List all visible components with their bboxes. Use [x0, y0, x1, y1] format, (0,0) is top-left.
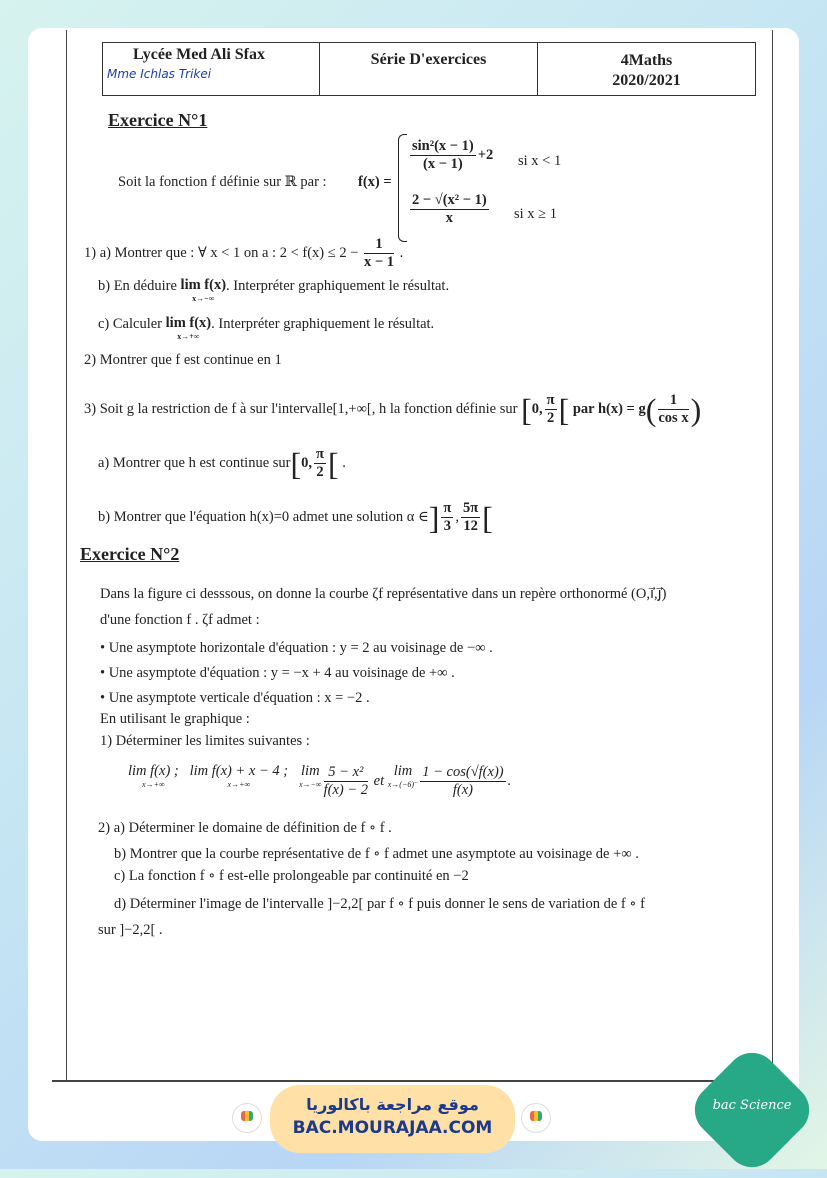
lim4-denominator: f(x) [452, 782, 473, 798]
badge-text: bac Science [712, 1098, 792, 1113]
header-title-cell [320, 43, 538, 95]
ex1-fx-label: f(x) = [358, 174, 392, 190]
lim3-numerator: 5 − x² [324, 764, 368, 782]
school-name: Lycée Med Ali Sfax [133, 46, 265, 63]
ex2-q2a: 2) a) Déterminer le domaine de définition de f ∘ f . [98, 820, 392, 836]
footer-site-url[interactable]: BAC.MOURAJAA.COM [292, 1118, 493, 1138]
ex2-line1: Dans la figure ci desssous, on donne la courbe ζf représentative dans un repère orthonormé (O,i⃗,j⃗) [100, 586, 667, 602]
q3-one: 1 [658, 392, 688, 410]
header-class-cell [538, 43, 755, 95]
q3-pre: 3) Soit g la restriction de f à sur l'intervalle [84, 400, 333, 417]
ex2-q2d: d) Déterminer l'image de l'intervalle ]−2,2[ par f ∘ f puis donner le sens de variation de f ∘ f [114, 896, 645, 912]
q1b-post: . Interpréter graphiquement le résultat. [226, 278, 450, 294]
ex2-q1: 1) Déterminer les limites suivantes : [100, 733, 310, 749]
q3-mid: , h la fonction définie sur [371, 400, 518, 417]
q1c-limit: lim f(x) [165, 315, 212, 331]
footer-arabic-text: موقع مراجعة باكالوريا [306, 1095, 479, 1114]
q3-interval: [1,+∞[ [332, 400, 372, 417]
ex2-bullet3: • Une asymptote verticale d'équation : x = −2 . [100, 690, 370, 706]
lim3: lim [301, 763, 320, 779]
q3a-zero: 0, [301, 454, 313, 471]
ex1-q1b [98, 278, 449, 306]
lim4-sub: x→(−6)⁻ [387, 780, 419, 789]
school-year: 2020/2021 [612, 72, 681, 89]
q3a-two: 2 [316, 464, 324, 480]
lim1-sub: x→+∞ [142, 780, 165, 789]
q1c-limit-sub: x→+∞ [177, 332, 200, 341]
q3b-text: b) Montrer que l'équation h(x)=0 admet une solution α ∈ [98, 508, 429, 525]
lim-et: et [373, 772, 385, 789]
q1c-pre: c) Calculer [98, 316, 163, 332]
site-logo-left-icon [232, 1103, 262, 1133]
header-table [102, 42, 756, 96]
q3b-5pi: 5π [462, 500, 479, 516]
piece2-condition: si x ≥ 1 [514, 206, 558, 222]
q3a-pi: π [316, 446, 324, 462]
ex1-q2: 2) Montrer que f est continue en 1 [84, 352, 282, 368]
ex1-q1c [98, 316, 434, 344]
lim2-sub: x→+∞ [227, 780, 251, 789]
ex1-intro: Soit la fonction f définie sur ℝ par : [118, 174, 327, 190]
q1a-text: 1) a) Montrer que : ∀ x < 1 on a : 2 < f(x) ≤ 2 − [84, 244, 359, 261]
q3a-text: a) Montrer que h est continue sur [98, 454, 291, 471]
series-title: Série D'exercices [370, 51, 487, 68]
piece1-numerator: sin²(x − 1) [412, 138, 474, 154]
ex1-q3a: a) Montrer que h est continue sur[0, $\frac{\pi}{2}$ [ . [98, 445, 346, 482]
header-school-cell [103, 43, 320, 95]
lim2: lim f(x) + x − 4 ; [189, 763, 289, 779]
ex1-q3: 3) Soit g la restriction de f à sur l'intervalle[1,+∞[, h la fonction définie sur [0, $\frac{\pi}{2}$ [ par h(x) = g( $\frac{1}{\text{cos x}}$ ) [84, 391, 702, 428]
q3-two: 2 [546, 410, 555, 426]
ex2-q2d-cont: sur ]−2,2[ . [98, 922, 163, 938]
ex1-q1a: 1) a) Montrer que : ∀ x < 1 on a : 2 < f(x) ≤ 2 − $\frac{1}{x - 1}$ . [84, 236, 404, 270]
lim4-numerator: 1 − cos(√f(x)) [422, 764, 504, 780]
lim4: lim [393, 763, 413, 779]
ex1-q3b: b) Montrer que l'équation h(x)=0 admet une solution α ∈] $\frac{\pi}{3}$ , $\frac{5\pi}{12}$ [ [98, 499, 493, 536]
piece2-denominator: x [445, 210, 453, 226]
piecewise-brace [398, 134, 407, 242]
lim3-sub: x→−∞ [298, 780, 322, 789]
ex2-line3: En utilisant le graphique : [100, 711, 250, 727]
lim1: lim f(x) ; [128, 763, 179, 779]
piece1-plus: +2 [477, 146, 494, 163]
exercise-2-title: Exercice N°2 [80, 544, 180, 564]
q1b-limit-sub: x→−∞ [192, 294, 215, 303]
q3b-three: 3 [443, 518, 451, 534]
ex2-bullet1: • Une asymptote horizontale d'équation : y = 2 au voisinage de −∞ . [100, 640, 493, 656]
q1b-pre: b) En déduire [98, 278, 177, 294]
class-name: 4Maths [620, 52, 673, 69]
q3-cos: cos x [658, 410, 689, 426]
q3-pi: π [546, 392, 555, 408]
ex2-bullet2: • Une asymptote d'équation : y = −x + 4 au voisinage de +∞ . [100, 665, 455, 681]
q1a-numerator: 1 [364, 236, 394, 254]
q1a-denominator: x − 1 [364, 254, 395, 270]
left-margin-line [66, 30, 67, 1082]
q3b-twelve: 12 [463, 518, 478, 534]
piece1-condition: si x < 1 [518, 153, 562, 169]
ex2-limits-row: lim f(x) ; x→+∞ lim f(x) + x − 4 ; x→+∞ lim x→−∞ $\frac{\text{5 − x²}}{f(x) - 2}$ et lim x→(−6)⁻ $\frac{1 - \cos(√f(x))}{f(x)}$ . [128, 763, 512, 798]
ex1-piece2 [408, 192, 491, 227]
q3-interval2-start: 0, [531, 400, 543, 417]
right-margin-line [772, 30, 773, 1082]
site-footer-banner[interactable] [270, 1085, 515, 1153]
ex2-q2b: b) Montrer que la courbe représentative de f ∘ f admet une asymptote au voisinage de +∞ . [114, 846, 639, 862]
piece1-denominator: (x − 1) [423, 156, 463, 172]
teacher-name: Mme Ichlas Trikei [107, 67, 212, 81]
exercise-1-title: Exercice N°1 [108, 110, 208, 130]
q1b-limit: lim f(x) [180, 277, 227, 293]
site-logo-right-icon [521, 1103, 551, 1133]
q3b-pi: π [443, 500, 452, 516]
piece2-numerator: 2 − √(x² − 1) [412, 192, 487, 208]
bottom-margin-line [52, 1080, 773, 1082]
ex2-q2c: c) La fonction f ∘ f est-elle prolongeable par continuité en −2 [114, 868, 469, 884]
lim3-denominator: f(x) − 2 [323, 782, 369, 798]
ex1-piece1 [408, 138, 493, 173]
q1c-post: . Interpréter graphiquement le résultat. [211, 316, 435, 332]
q3-par: par h(x) = g [572, 400, 646, 417]
ex2-line2: d'une fonction f . ζf admet : [100, 612, 260, 628]
